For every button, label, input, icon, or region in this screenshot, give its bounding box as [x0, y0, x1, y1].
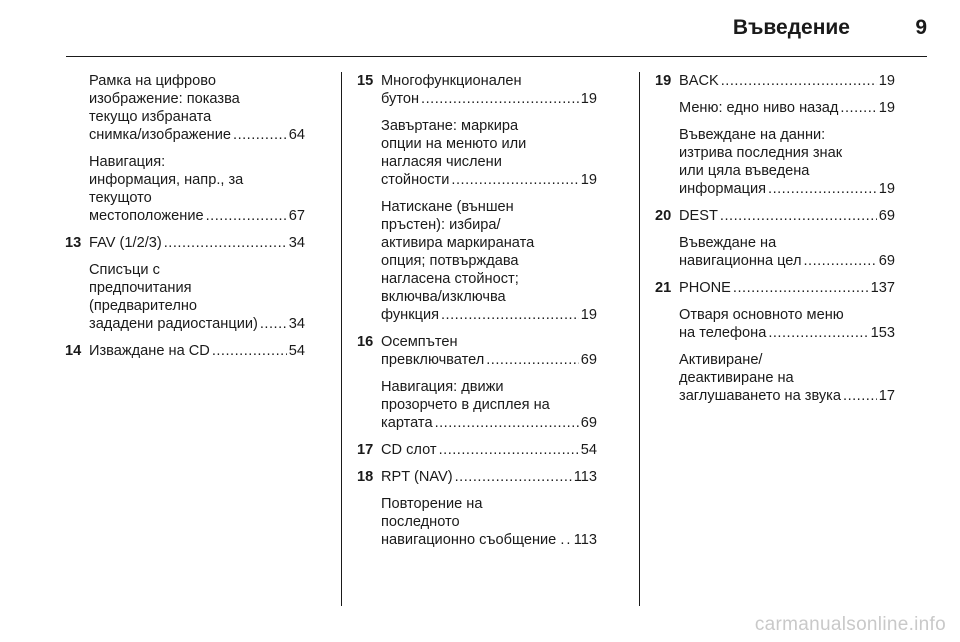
entry-paragraph — [679, 72, 895, 90]
dot-leader — [231, 126, 287, 144]
entry-paragraph — [381, 441, 597, 459]
entry-paragraph — [679, 306, 895, 342]
entry-text-line: Списъци с — [89, 262, 160, 278]
reference-text: навигационно съобщение . — [381, 532, 565, 548]
header-divider — [66, 56, 927, 57]
reference-text: BACK — [679, 73, 719, 89]
entry-paragraph — [679, 126, 895, 198]
watermark: carmanualsonline.info — [754, 614, 946, 635]
page-reference-link[interactable] — [679, 72, 895, 90]
reference-text: местоположение — [89, 208, 204, 224]
entry-text-line: Отваря основното меню — [679, 307, 844, 323]
column-1 — [65, 72, 305, 369]
index-entry — [655, 207, 895, 270]
dot-leader — [453, 468, 572, 486]
reference-page-number: 19 — [878, 100, 895, 116]
entry-text-line: опции на менюто или — [381, 136, 527, 152]
entry-number: 14 — [65, 343, 82, 359]
entry-text-line: деактивиране на — [679, 370, 794, 386]
reference-text: превключвател — [381, 352, 485, 368]
reference-page-number: 19 — [580, 307, 597, 323]
reference-page-number: 34 — [288, 235, 305, 251]
reference-text: Меню: едно ниво назад — [679, 100, 839, 116]
column-divider — [639, 72, 640, 606]
entry-text-line: пръстен): избира/ — [381, 217, 501, 233]
reference-page-number: 19 — [878, 73, 895, 89]
reference-page-number: 19 — [580, 172, 597, 188]
page-reference-link[interactable] — [89, 126, 305, 144]
reference-text: зададени радиостанции) — [89, 316, 258, 332]
entry-paragraph — [381, 333, 597, 369]
page-reference-link[interactable] — [89, 207, 305, 225]
index-entry — [655, 279, 895, 405]
dot-leader — [439, 306, 579, 324]
entry-text-line: Повторение на — [381, 496, 483, 512]
page-reference-link[interactable] — [381, 90, 597, 108]
entry-text-line: Навигация: движи — [381, 379, 504, 395]
entry-text-line: Рамка на цифрово — [89, 73, 216, 89]
reference-text: функция — [381, 307, 439, 323]
dot-leader — [718, 207, 877, 225]
reference-page-number: 54 — [288, 343, 305, 359]
reference-page-number: 34 — [288, 316, 305, 332]
dot-leader — [433, 414, 579, 432]
entry-text-line: нагласяя числени — [381, 154, 502, 170]
reference-page-number: 17 — [878, 388, 895, 404]
page-reference-link[interactable] — [381, 171, 597, 189]
entry-paragraph — [89, 261, 305, 333]
reference-text: Изваждане на CD — [89, 343, 210, 359]
entry-paragraph — [89, 153, 305, 225]
index-entry — [357, 72, 597, 324]
reference-page-number: 137 — [870, 280, 895, 296]
entry-text-line: Въвеждане на — [679, 235, 777, 251]
column-3 — [655, 72, 895, 414]
page-reference-link[interactable] — [679, 99, 895, 117]
reference-page-number: 19 — [580, 91, 597, 107]
entry-text-line: Многофункционален — [381, 73, 522, 89]
dot-leader — [210, 342, 287, 360]
dot-leader — [449, 171, 578, 189]
page-reference-link[interactable] — [381, 531, 597, 549]
entry-paragraph — [89, 72, 305, 144]
entry-paragraph — [679, 234, 895, 270]
index-entry — [65, 342, 305, 360]
entry-number: 17 — [357, 442, 374, 458]
dot-leader — [204, 207, 287, 225]
entry-paragraph — [679, 351, 895, 405]
reference-text: на телефона — [679, 325, 767, 341]
entry-text-line: Осемпътен — [381, 334, 458, 350]
reference-page-number: 69 — [878, 253, 895, 269]
page-reference-link[interactable] — [679, 324, 895, 342]
reference-text: снимка/изображение — [89, 127, 232, 143]
entry-text-line: прозорчето в дисплея на — [381, 397, 550, 413]
entry-text-line: изображение: показва — [89, 91, 240, 107]
page-reference-link[interactable] — [679, 387, 895, 405]
index-entry — [357, 441, 597, 459]
dot-leader — [484, 351, 579, 369]
reference-text: заглушаването на звука — [679, 388, 842, 404]
entry-text-line: предпочитания — [89, 280, 192, 296]
page-reference-link[interactable] — [89, 315, 305, 333]
reference-page-number: 69 — [580, 352, 597, 368]
dot-leader — [162, 234, 287, 252]
entry-text-line: информация, напр., за — [89, 172, 244, 188]
reference-page-number: 64 — [288, 127, 305, 143]
entry-text-line: нагласена стойност; — [381, 271, 519, 287]
column-2 — [357, 72, 597, 558]
entry-text-line: Завъртане: маркира — [381, 118, 519, 134]
entry-paragraph — [381, 72, 597, 108]
reference-text: картата — [381, 415, 433, 431]
entry-text-line: включва/изключва — [381, 289, 506, 305]
page-title: Въведение — [732, 16, 850, 39]
reference-text: бутон — [381, 91, 420, 107]
page-reference-link[interactable] — [679, 252, 895, 270]
entry-paragraph — [89, 234, 305, 252]
reference-page-number: 67 — [288, 208, 305, 224]
index-entry — [65, 234, 305, 333]
page-reference-link[interactable] — [89, 234, 305, 252]
page-reference-link[interactable] — [89, 342, 305, 360]
page-reference-link[interactable] — [381, 351, 597, 369]
entry-text-line: текущо избраната — [89, 109, 212, 125]
reference-page-number: 69 — [878, 208, 895, 224]
entry-text-line: Активиране/ — [679, 352, 763, 368]
entry-number: 15 — [357, 73, 374, 89]
entry-text-line: текущото — [89, 190, 152, 206]
reference-page-number: 153 — [870, 325, 895, 341]
dot-leader — [766, 324, 868, 342]
dot-leader — [437, 441, 579, 459]
entry-paragraph — [381, 378, 597, 432]
entry-paragraph — [679, 99, 895, 117]
page-reference-link[interactable] — [679, 207, 895, 225]
entry-text-line: Навигация: — [89, 154, 166, 170]
entry-number: 19 — [655, 73, 672, 89]
page-reference-link[interactable] — [679, 279, 895, 297]
entry-paragraph — [679, 279, 895, 297]
entry-number: 21 — [655, 280, 672, 296]
reference-page-number: 113 — [573, 469, 597, 485]
dot-leader — [258, 315, 287, 333]
dot-leader — [731, 279, 869, 297]
index-entry — [655, 72, 895, 198]
index-entry — [357, 468, 597, 549]
entry-paragraph — [381, 468, 597, 486]
column-divider — [341, 72, 342, 606]
entry-number: 16 — [357, 334, 374, 350]
dot-leader — [766, 180, 877, 198]
reference-text: CD слот — [381, 442, 437, 458]
entry-paragraph — [381, 198, 597, 324]
entry-text-line: Въвеждане на данни: — [679, 127, 826, 143]
reference-text: навигационна цел — [679, 253, 802, 269]
page-reference-link[interactable] — [679, 180, 895, 198]
entry-text-line: последното — [381, 514, 460, 530]
reference-page-number: 69 — [580, 415, 597, 431]
dot-leader — [801, 252, 876, 270]
dot-leader — [719, 72, 877, 90]
entry-text-line: опция; потвърждава — [381, 253, 519, 269]
entry-number: 20 — [655, 208, 672, 224]
reference-page-number: 19 — [878, 181, 895, 197]
page-reference-link[interactable] — [381, 468, 597, 486]
reference-text: стойности — [381, 172, 450, 188]
page-reference-link[interactable] — [381, 441, 597, 459]
entry-number: 18 — [357, 469, 374, 485]
reference-page-number: 113 — [573, 532, 597, 548]
entry-text-line: Натискане (външен — [381, 199, 514, 215]
reference-text: DEST — [679, 208, 718, 224]
index-entry — [65, 72, 305, 225]
page-reference-link[interactable] — [381, 306, 597, 324]
reference-text: RPT (NAV) — [381, 469, 453, 485]
dot-leader — [841, 387, 877, 405]
entry-text-line: или цяла въведена — [679, 163, 810, 179]
index-entry — [357, 333, 597, 432]
entry-text-line: изтрива последния знак — [679, 145, 843, 161]
reference-text: информация — [679, 181, 767, 197]
entry-text-line: активира маркираната — [381, 235, 535, 251]
entry-text-line: (предварително — [89, 298, 198, 314]
page-reference-link[interactable] — [381, 414, 597, 432]
dot-leader — [838, 99, 876, 117]
dot-leader — [564, 531, 571, 549]
entry-paragraph — [679, 207, 895, 225]
entry-paragraph — [381, 117, 597, 189]
dot-leader — [419, 90, 579, 108]
entry-paragraph — [381, 495, 597, 549]
entry-paragraph — [89, 342, 305, 360]
page-number: 9 — [915, 16, 927, 39]
reference-text: PHONE — [679, 280, 731, 296]
entry-number: 13 — [65, 235, 82, 251]
reference-page-number: 54 — [580, 442, 597, 458]
reference-text: FAV (1/2/3) — [89, 235, 162, 251]
